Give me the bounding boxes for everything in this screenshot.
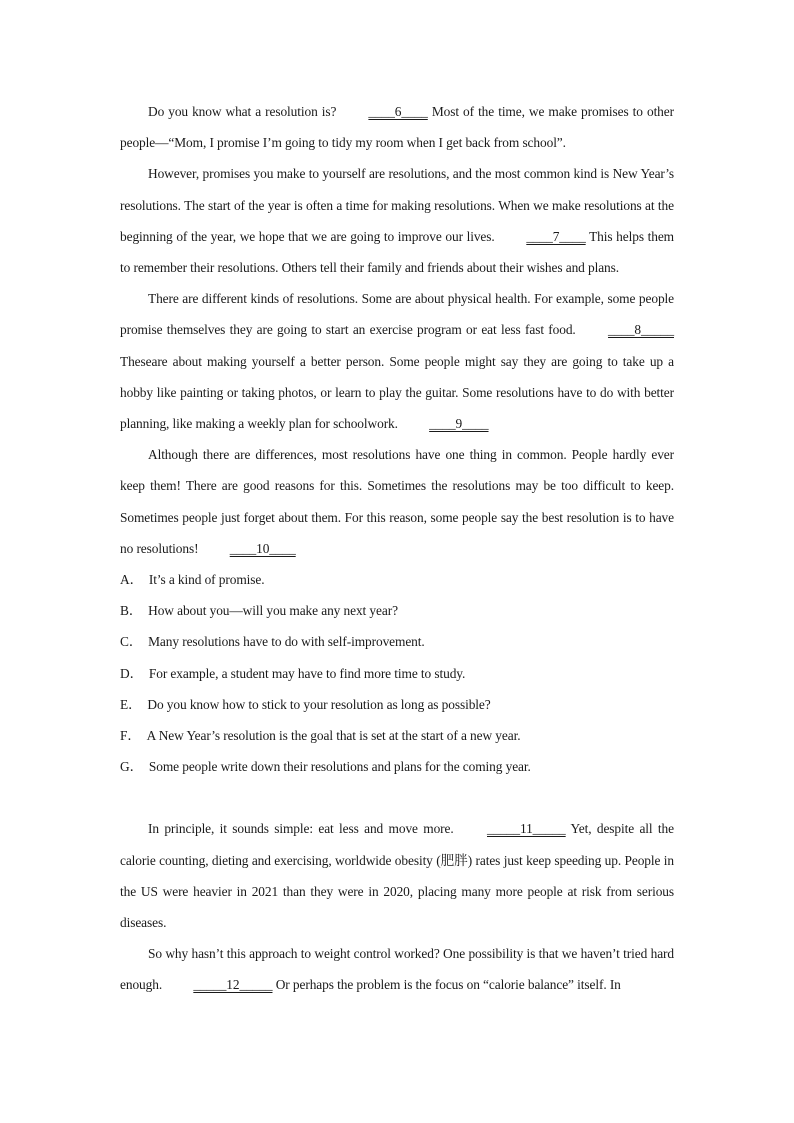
text: Theseare about making yourself a better person. Some people might say they are going to take up a hobby like painting or taking photos, or learn to play the guitar. Some resolutions have to do with better planning, like making a weekly plan for schoolwork. [120,353,674,432]
blank-8: ____8_____ [608,322,674,338]
option-text: How about you—will you make any next year? [148,603,398,619]
blank-7: ____7____ [526,228,586,244]
blank-10: ____10____ [229,540,296,556]
option-g [120,751,674,782]
text: Most of the time, we make promises to other people—“Mom, I promise I’m going to tidy my room when I get back from school”. [120,104,674,151]
passage1-paragraph-2 [120,158,674,283]
document-page [120,96,674,1001]
passage2-paragraph-2 [120,938,674,1000]
blank-12: _____12_____ [193,977,273,993]
blank-11: _____11_____ [487,821,566,837]
text: However, promises you make to yourself are resolutions, and the most common kind is New Year’s resolutions. The start of the year is often a time for making resolutions. When we make resolutions at the beginning of the year, we hope that we are going to improve our lives. [120,166,674,244]
answer-options [120,564,674,782]
text: Although there are differences, most resolutions have one thing in common. People hardly ever keep them! There are good reasons for this. Sometimes the resolutions may be too difficult to keep. Sometimes people just forget about them. For this reason, some people say the best resolution is to have no resolutions! [120,447,674,556]
text: So why hasn’t this approach to weight control worked? One possibility is that we haven’t tried hard enough. [120,946,674,993]
option-letter: D． [120,665,143,681]
passage1-paragraph-3 [120,283,674,439]
text: There are different kinds of resolutions. Some are about physical health. For example, some people promise themselves they are going to start an exercise program or eat less fast food. [120,291,674,338]
text: Yet, despite all the calorie counting, dieting and exercising, worldwide obesity (肥胖) rates just keep speeding up. People in the US were heavier in 2021 than they were in 2020, placing many more people at risk from serious diseases. [120,821,674,931]
option-text: A New Year’s resolution is the goal that is set at the start of a new year. [146,728,521,744]
passage1-paragraph-1 [120,96,674,158]
passage2-paragraph-1 [120,813,674,938]
text: Or perhaps the problem is the focus on “calorie balance” itself. In [272,977,621,993]
option-letter: B． [120,603,143,619]
option-letter: G． [120,759,143,775]
blank-6: ____6____ [368,104,428,119]
text: In principle, it sounds simple: eat less and move more. [148,821,459,837]
passage-separator [120,782,674,813]
option-text: Some people write down their resolutions and plans for the coming year. [148,759,531,775]
option-text: For example, a student may have to find more time to study. [148,665,466,681]
option-letter: F． [120,728,141,744]
blank-9: ____9____ [429,416,489,432]
option-letter: E． [120,696,142,712]
option-a [120,564,674,595]
option-f [120,720,674,751]
passage1-paragraph-4 [120,439,674,564]
text: Do you know what a resolution is? [148,104,341,119]
option-letter: C． [120,634,143,650]
option-c [120,626,674,657]
text: This helps them to remember their resolutions. Others tell their family and friends about their wishes and plans. [120,228,674,276]
option-d [120,658,674,689]
option-e [120,689,674,720]
option-text: Do you know how to stick to your resolution as long as possible? [147,696,491,712]
option-text: Many resolutions have to do with self-improvement. [148,634,425,650]
option-b [120,595,674,626]
option-text: It’s a kind of promise. [148,572,265,588]
option-letter: A． [120,572,143,588]
